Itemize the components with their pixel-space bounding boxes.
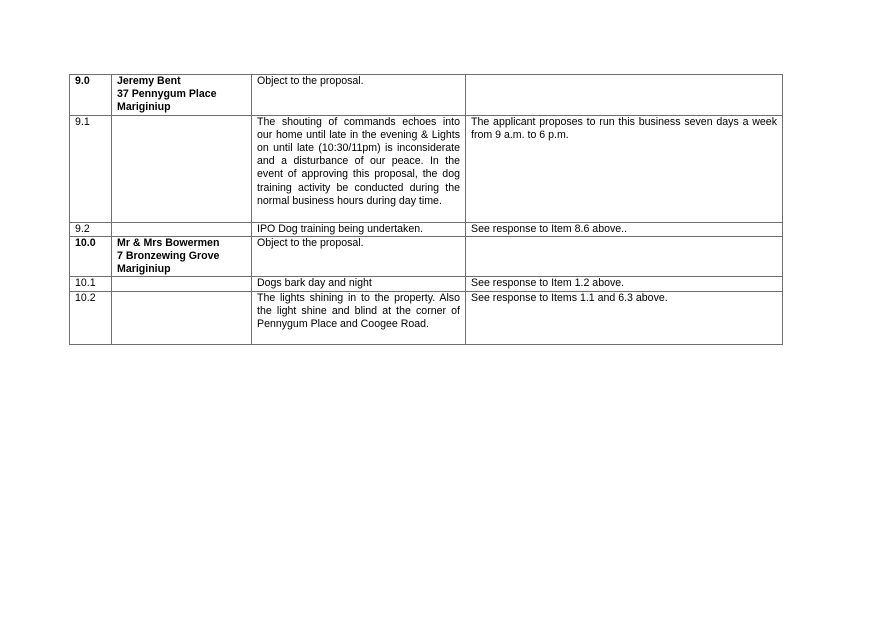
response-cell: See response to Item 8.6 above.. bbox=[466, 222, 783, 236]
table-row bbox=[70, 277, 783, 291]
item-number-cell: 9.2 bbox=[70, 222, 112, 236]
table-row-submitter-heading bbox=[70, 75, 783, 116]
submission-cell: The lights shining in to the property. Also the light shine and blind at the corner of Pennygum Place and Coogee Road. bbox=[252, 291, 466, 344]
submitter-cell bbox=[112, 291, 252, 344]
item-number-cell: 10.1 bbox=[70, 277, 112, 291]
table-row bbox=[70, 222, 783, 236]
response-cell: See response to Items 1.1 and 6.3 above. bbox=[466, 291, 783, 344]
submitter-suburb: Mariginiup bbox=[117, 263, 171, 276]
submission-cell: The shouting of commands echoes into our home until late in the evening & Lights on until late (10:30/11pm) is inconsiderate and a disturbance of our peace. In the event of approving this proposal, the dog training activity be conducted during the normal business hours during day time. bbox=[252, 115, 466, 222]
submitter-cell bbox=[112, 236, 252, 277]
submitter-name: Jeremy Bent bbox=[117, 75, 181, 87]
item-number-cell: 9.0 bbox=[70, 75, 112, 116]
submission-cell: Dogs bark day and night bbox=[252, 277, 466, 291]
submitter-street: 37 Pennygum Place bbox=[117, 88, 217, 101]
submitter-cell bbox=[112, 115, 252, 222]
submitter-cell bbox=[112, 75, 252, 116]
submissions-table bbox=[69, 74, 783, 345]
submitter-cell bbox=[112, 222, 252, 236]
item-number-cell: 10.2 bbox=[70, 291, 112, 344]
submission-cell: IPO Dog training being undertaken. bbox=[252, 222, 466, 236]
response-cell bbox=[466, 75, 783, 116]
response-cell: The applicant proposes to run this business seven days a week from 9 a.m. to 6 p.m. bbox=[466, 115, 783, 222]
submitter-street: 7 Bronzewing Grove bbox=[117, 250, 220, 263]
submitter-cell bbox=[112, 277, 252, 291]
submission-cell: Object to the proposal. bbox=[252, 236, 466, 277]
submission-cell: Object to the proposal. bbox=[252, 75, 466, 116]
response-cell bbox=[466, 236, 783, 277]
item-number-cell: 10.0 bbox=[70, 236, 112, 277]
table-row-submitter-heading bbox=[70, 236, 783, 277]
table-row bbox=[70, 115, 783, 222]
submitter-suburb: Mariginiup bbox=[117, 101, 171, 114]
table-row bbox=[70, 291, 783, 344]
submitter-name: Mr & Mrs Bowermen bbox=[117, 236, 220, 249]
response-cell: See response to Item 1.2 above. bbox=[466, 277, 783, 291]
item-number-cell: 9.1 bbox=[70, 115, 112, 222]
